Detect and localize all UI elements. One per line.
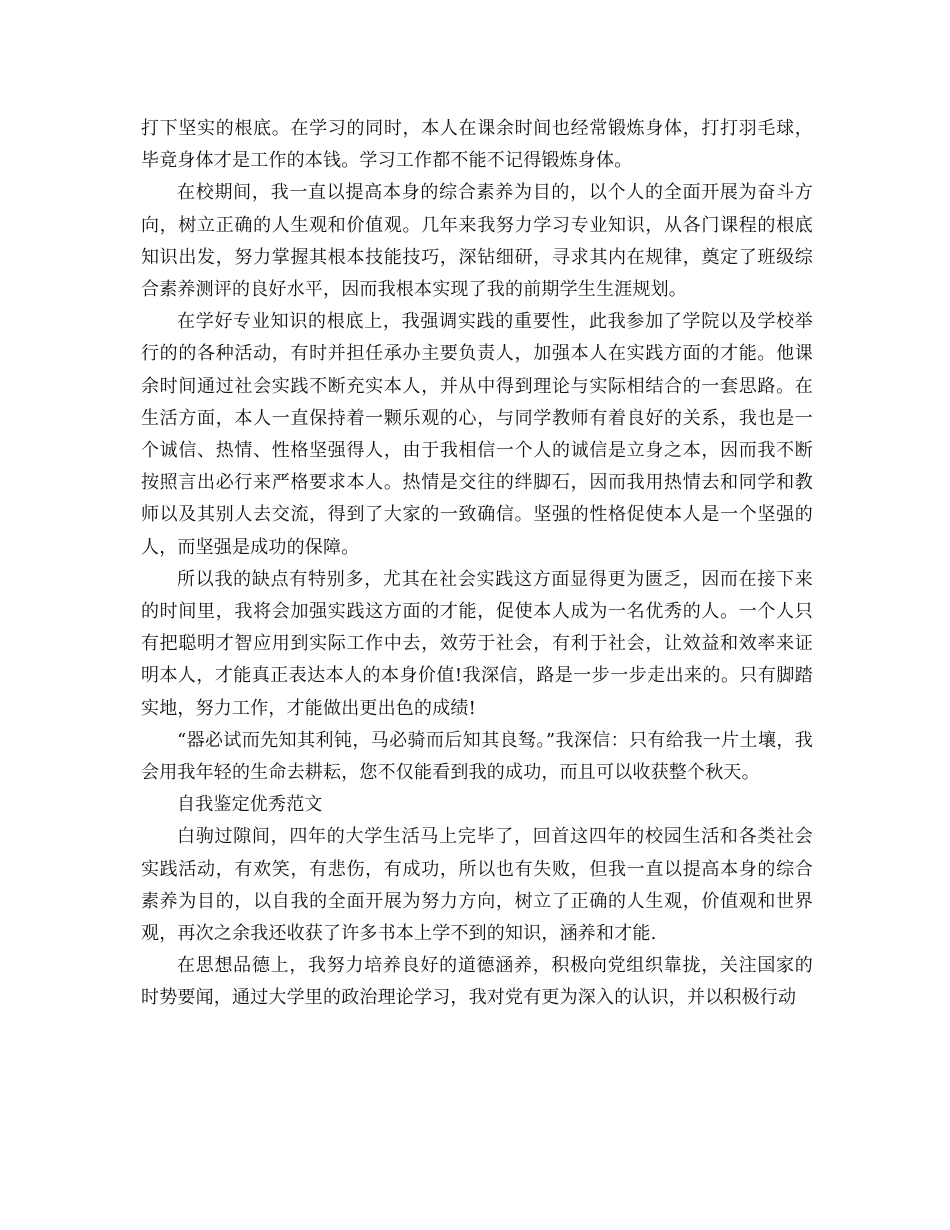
paragraph-moral-character: 在思想品德上，我努力培养良好的道德涵养，积极向党组织靠拢，关注国家的时势要闻，通过大学里的政治理论学习，我对党有更为深入的认识，并以积极行动 [141, 955, 813, 1009]
paragraph-practice: 在学好专业知识的根底上，我强调实践的重要性，此我参加了学院以及学校举行的的各种活动，有时并担任承办主要负责人，加强本人在实践方面的才能。他课余时间通过社会实践不断充实本人，并从中得到理论与实际相结合的一套思路。在生活方面，本人一直保持着一颗乐观的心，与同学教师有着良好的关系，我也是一个诚信、热情、性格坚强得人，由于我相信一个人的诚信是立身之本，因而我不断按照言出必行来严格要求本人。热情是交往的绊脚石，因而我用热情去和同学和教师以及其别人去交流，得到了大家的一致确信。坚强的性格促使本人是一个坚强的人，而坚强是成功的保障。 [141, 311, 813, 558]
paragraph-continuation: 打下坚实的根底。在学习的同时，本人在课余时间也经常锻炼身体，打打羽毛球，毕竟身体才是工作的本钱。学习工作都不能不记得锻炼身体。 [141, 118, 813, 172]
section-heading: 自我鉴定优秀范文 [177, 794, 323, 816]
paragraph-quote: “器必试而先知其利钝，马必骑而后知其良驽。”我深信：只有给我一片土壤，我会用我年轻的生命去耕耘，您不仅能看到我的成功，而且可以收获整个秋天。 [141, 729, 813, 784]
paragraph-shortcomings: 所以我的缺点有特别多，尤其在社会实践这方面显得更为匮乏，因而在接下来的时间里，我将会加强实践这方面的才能，促使本人成为一名优秀的人。一个人只有把聪明才智应用到实际工作中去，效劳于社会，有利于社会，让效益和效率来证明本人，才能真正表达本人的本身价值!我深信，路是一步一步走出来的。只有脚踏实地，努力工作，才能做出更出色的成绩! [141, 568, 813, 719]
paragraph-university-life: 白驹过隙间，四年的大学生活马上完毕了，回首这四年的校园生活和各类社会实践活动，有欢笑，有悲伤，有成功，所以也有失败，但我一直以提高本身的综合素养为目的，以自我的全面开展为努力方向，树立了正确的人生观，价值观和世界观，再次之余我还收获了许多书本上学不到的知识，涵养和才能. [141, 826, 813, 945]
paragraph-campus-period: 在校期间，我一直以提高本身的综合素养为目的，以个人的全面开展为奋斗方向，树立正确的人生观和价值观。几年来我努力学习专业知识，从各门课程的根底知识出发，努力掌握其根本技能技巧，深钻细研，寻求其内在规律，奠定了班级综合素养测评的良好水平，因而我根本实现了我的前期学生生涯规划。 [141, 182, 813, 301]
document-body [141, 113, 813, 1015]
